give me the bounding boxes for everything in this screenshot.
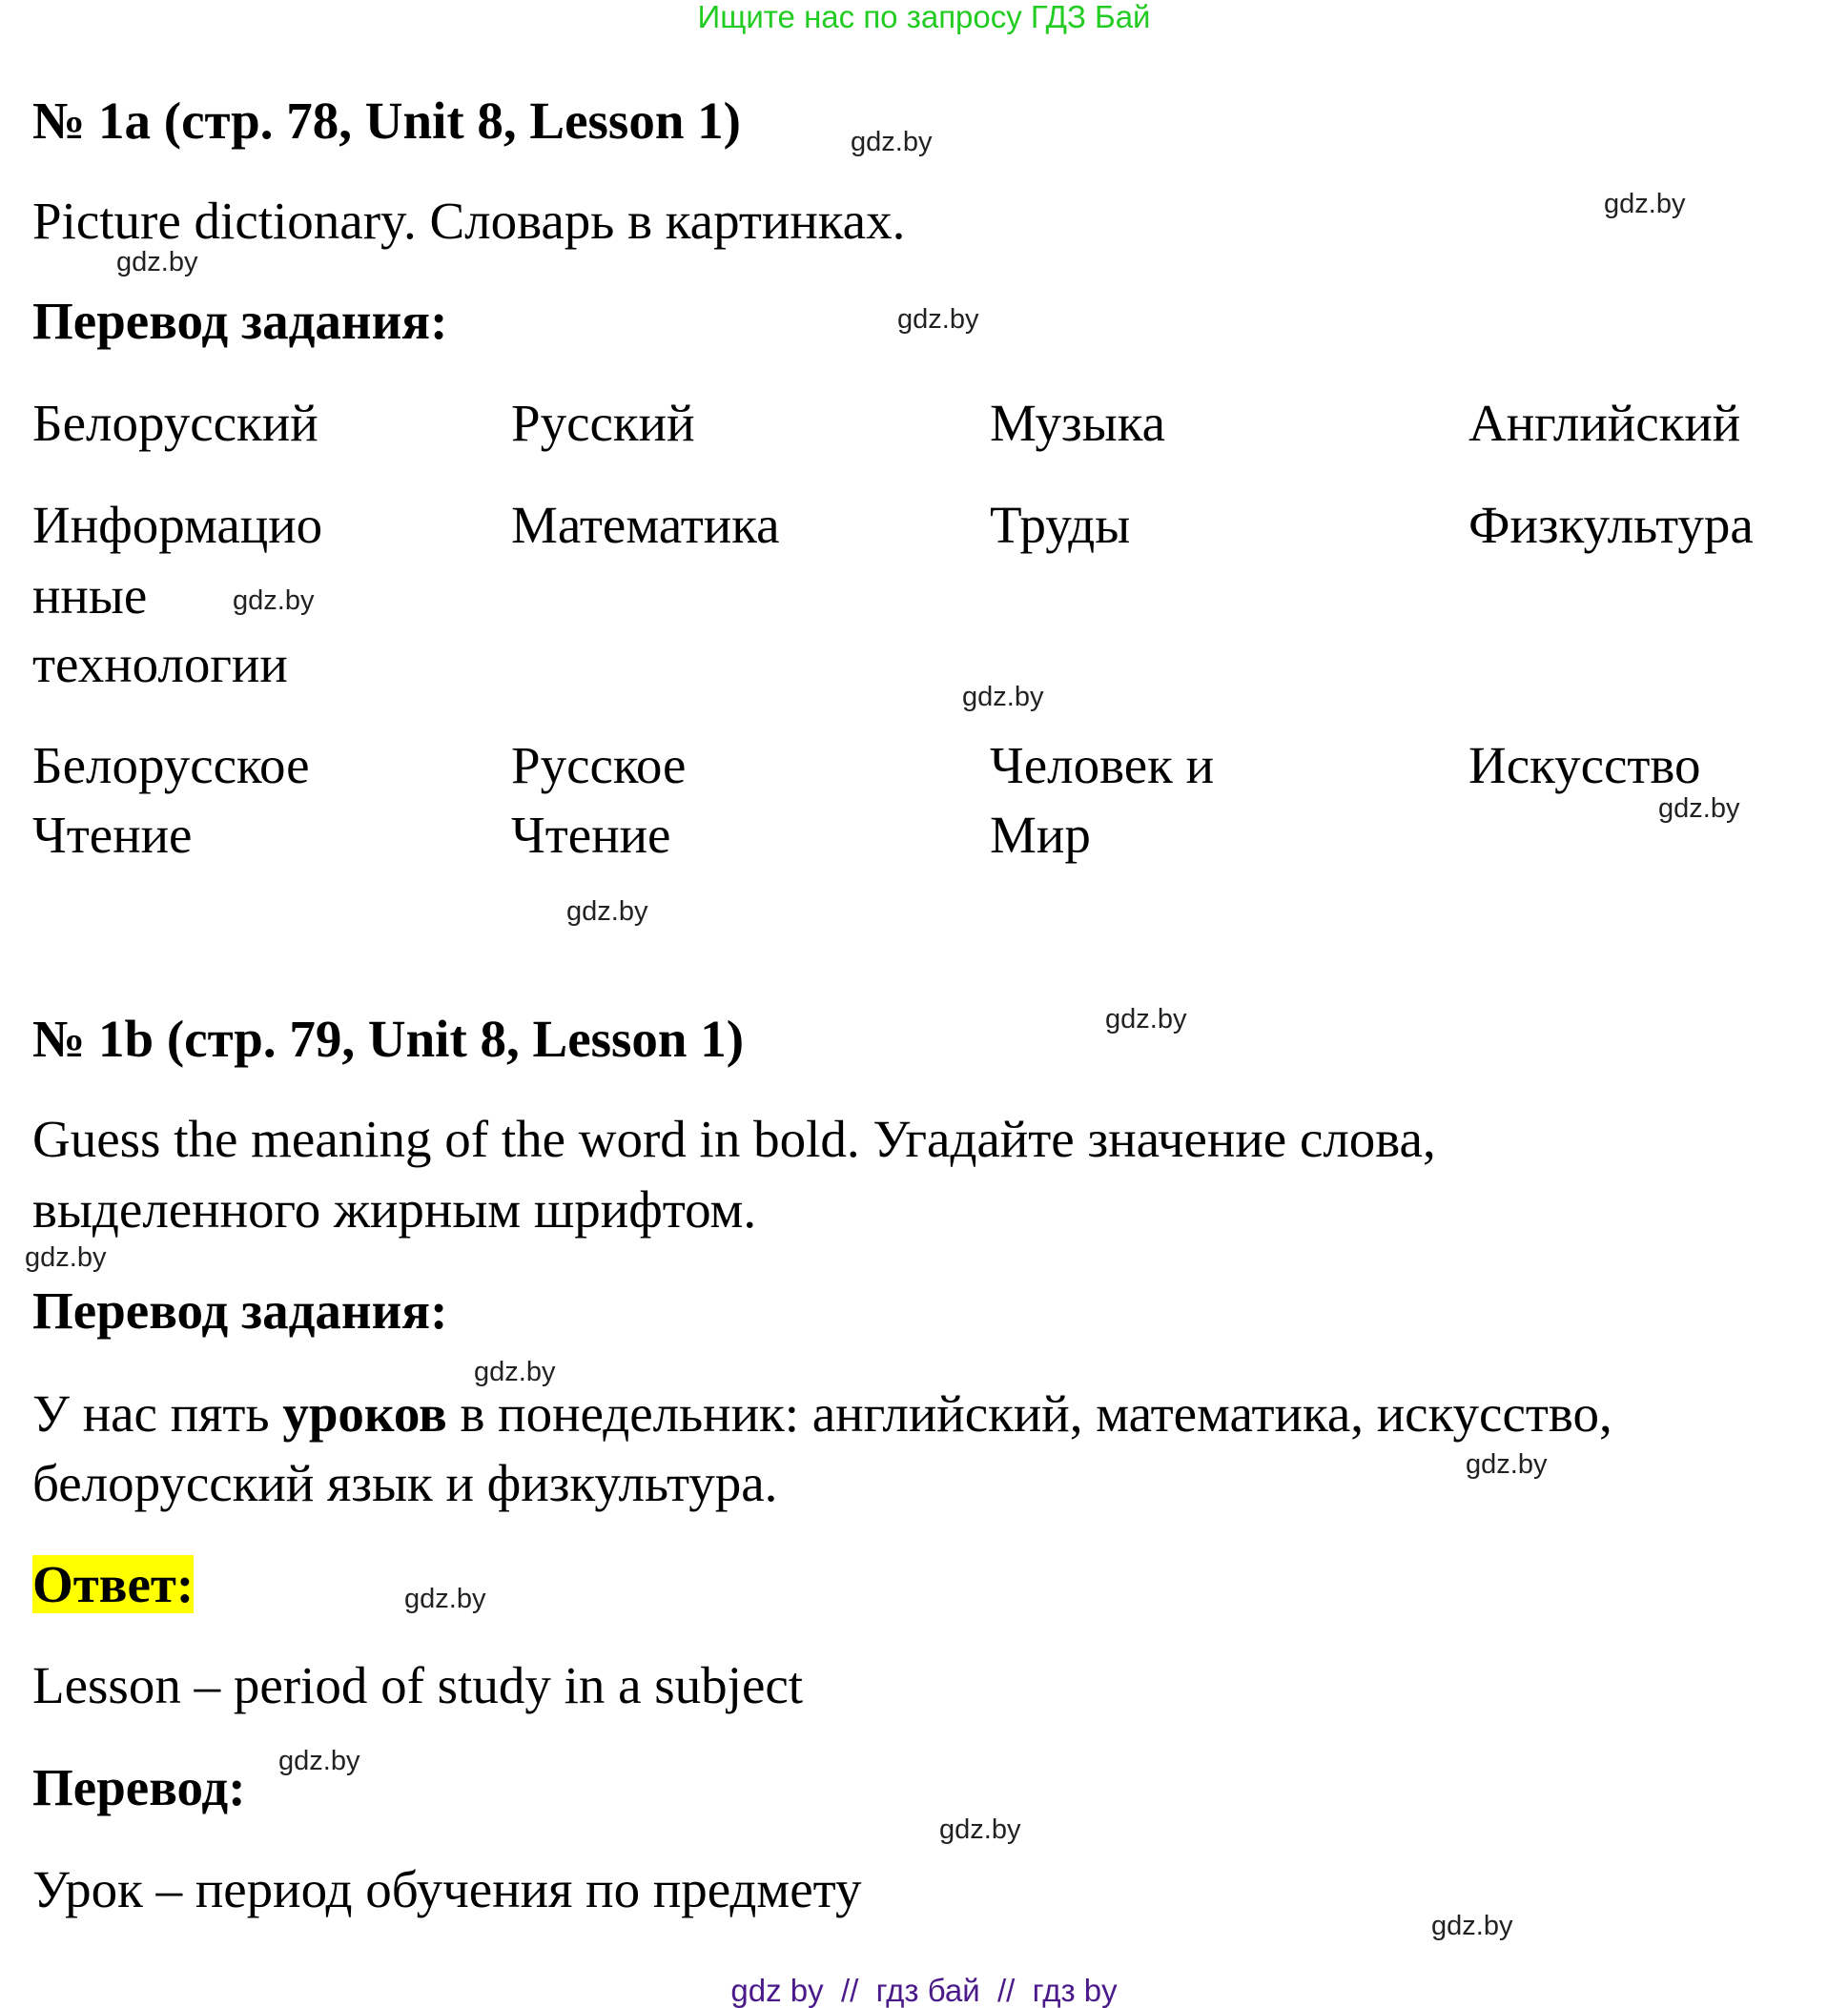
watermark: gdz.by bbox=[1105, 1004, 1187, 1035]
section-1a-title: № 1a (стр. 78, Unit 8, Lesson 1) bbox=[32, 92, 741, 150]
subject-russian: Русский bbox=[511, 394, 695, 452]
answer-label-text: Ответ: bbox=[32, 1555, 195, 1613]
section-1b-task-line2: выделенного жирным шрифтом. bbox=[32, 1180, 757, 1239]
watermark: gdz.by bbox=[566, 896, 648, 927]
answer-text: Lesson – period of study in a subject bbox=[32, 1656, 804, 1714]
watermark: gdz.by bbox=[939, 1814, 1021, 1845]
subject-it-line1: Информацио bbox=[32, 496, 323, 554]
section-1b-title: № 1b (стр. 79, Unit 8, Lesson 1) bbox=[32, 1010, 745, 1068]
subject-russian-reading-line1: Русское bbox=[511, 736, 687, 794]
sentence-post: в понедельник: английский, математика, искусство, bbox=[446, 1384, 1612, 1443]
subject-belarusian: Белорусский bbox=[32, 394, 318, 452]
search-banner: Ищите нас по запросу ГДЗ Бай bbox=[697, 0, 1151, 34]
watermark: gdz.by bbox=[962, 682, 1044, 712]
subject-music: Музыка bbox=[990, 394, 1166, 452]
subject-man-world-line2: Мир bbox=[990, 806, 1091, 864]
subject-man-world-line1: Человек и bbox=[990, 736, 1215, 794]
section-1a-translation-heading: Перевод задания: bbox=[32, 292, 448, 350]
watermark: gdz.by bbox=[25, 1242, 107, 1273]
watermark: gdz.by bbox=[474, 1357, 556, 1387]
translation-text: Урок – период обучения по предмету bbox=[32, 1860, 862, 1918]
watermark: gdz.by bbox=[897, 304, 979, 335]
section-1b-task-line1: Guess the meaning of the word in bold. Угадайте значение слова, bbox=[32, 1110, 1436, 1168]
subject-it-line3: технологии bbox=[32, 635, 288, 693]
watermark: gdz.by bbox=[1466, 1449, 1548, 1480]
watermark: gdz.by bbox=[1604, 189, 1686, 219]
answer-label bbox=[32, 1554, 194, 1615]
sentence-line2: белорусский язык и физкультура. bbox=[32, 1454, 778, 1512]
subject-belarusian-reading-line2: Чтение bbox=[32, 806, 193, 864]
sentence-bold-word: уроков bbox=[282, 1384, 447, 1443]
watermark: gdz.by bbox=[1658, 793, 1740, 824]
watermark: gdz.by bbox=[1431, 1911, 1513, 1941]
footer-links: gdz by // гдз бай // гдз by bbox=[730, 1973, 1118, 2008]
section-1a-task: Picture dictionary. Словарь в картинках. bbox=[32, 192, 906, 250]
sentence-line1 bbox=[32, 1383, 1612, 1445]
watermark: gdz.by bbox=[233, 585, 315, 616]
subject-pe: Физкультура bbox=[1468, 496, 1754, 554]
watermark: gdz.by bbox=[278, 1746, 360, 1776]
watermark: gdz.by bbox=[851, 127, 933, 157]
watermark: gdz.by bbox=[116, 247, 198, 277]
subject-russian-reading-line2: Чтение bbox=[511, 806, 671, 864]
section-1b-translation-heading: Перевод задания: bbox=[32, 1281, 448, 1340]
translation-label: Перевод: bbox=[32, 1758, 246, 1816]
subject-it-line2: нные bbox=[32, 566, 148, 625]
watermark: gdz.by bbox=[404, 1584, 486, 1614]
subject-crafts: Труды bbox=[990, 496, 1131, 554]
subject-maths: Математика bbox=[511, 496, 780, 554]
subject-art: Искусство bbox=[1468, 736, 1701, 794]
sentence-pre: У нас пять bbox=[32, 1384, 283, 1443]
subject-belarusian-reading-line1: Белорусское bbox=[32, 736, 310, 794]
subject-english: Английский bbox=[1468, 394, 1741, 452]
